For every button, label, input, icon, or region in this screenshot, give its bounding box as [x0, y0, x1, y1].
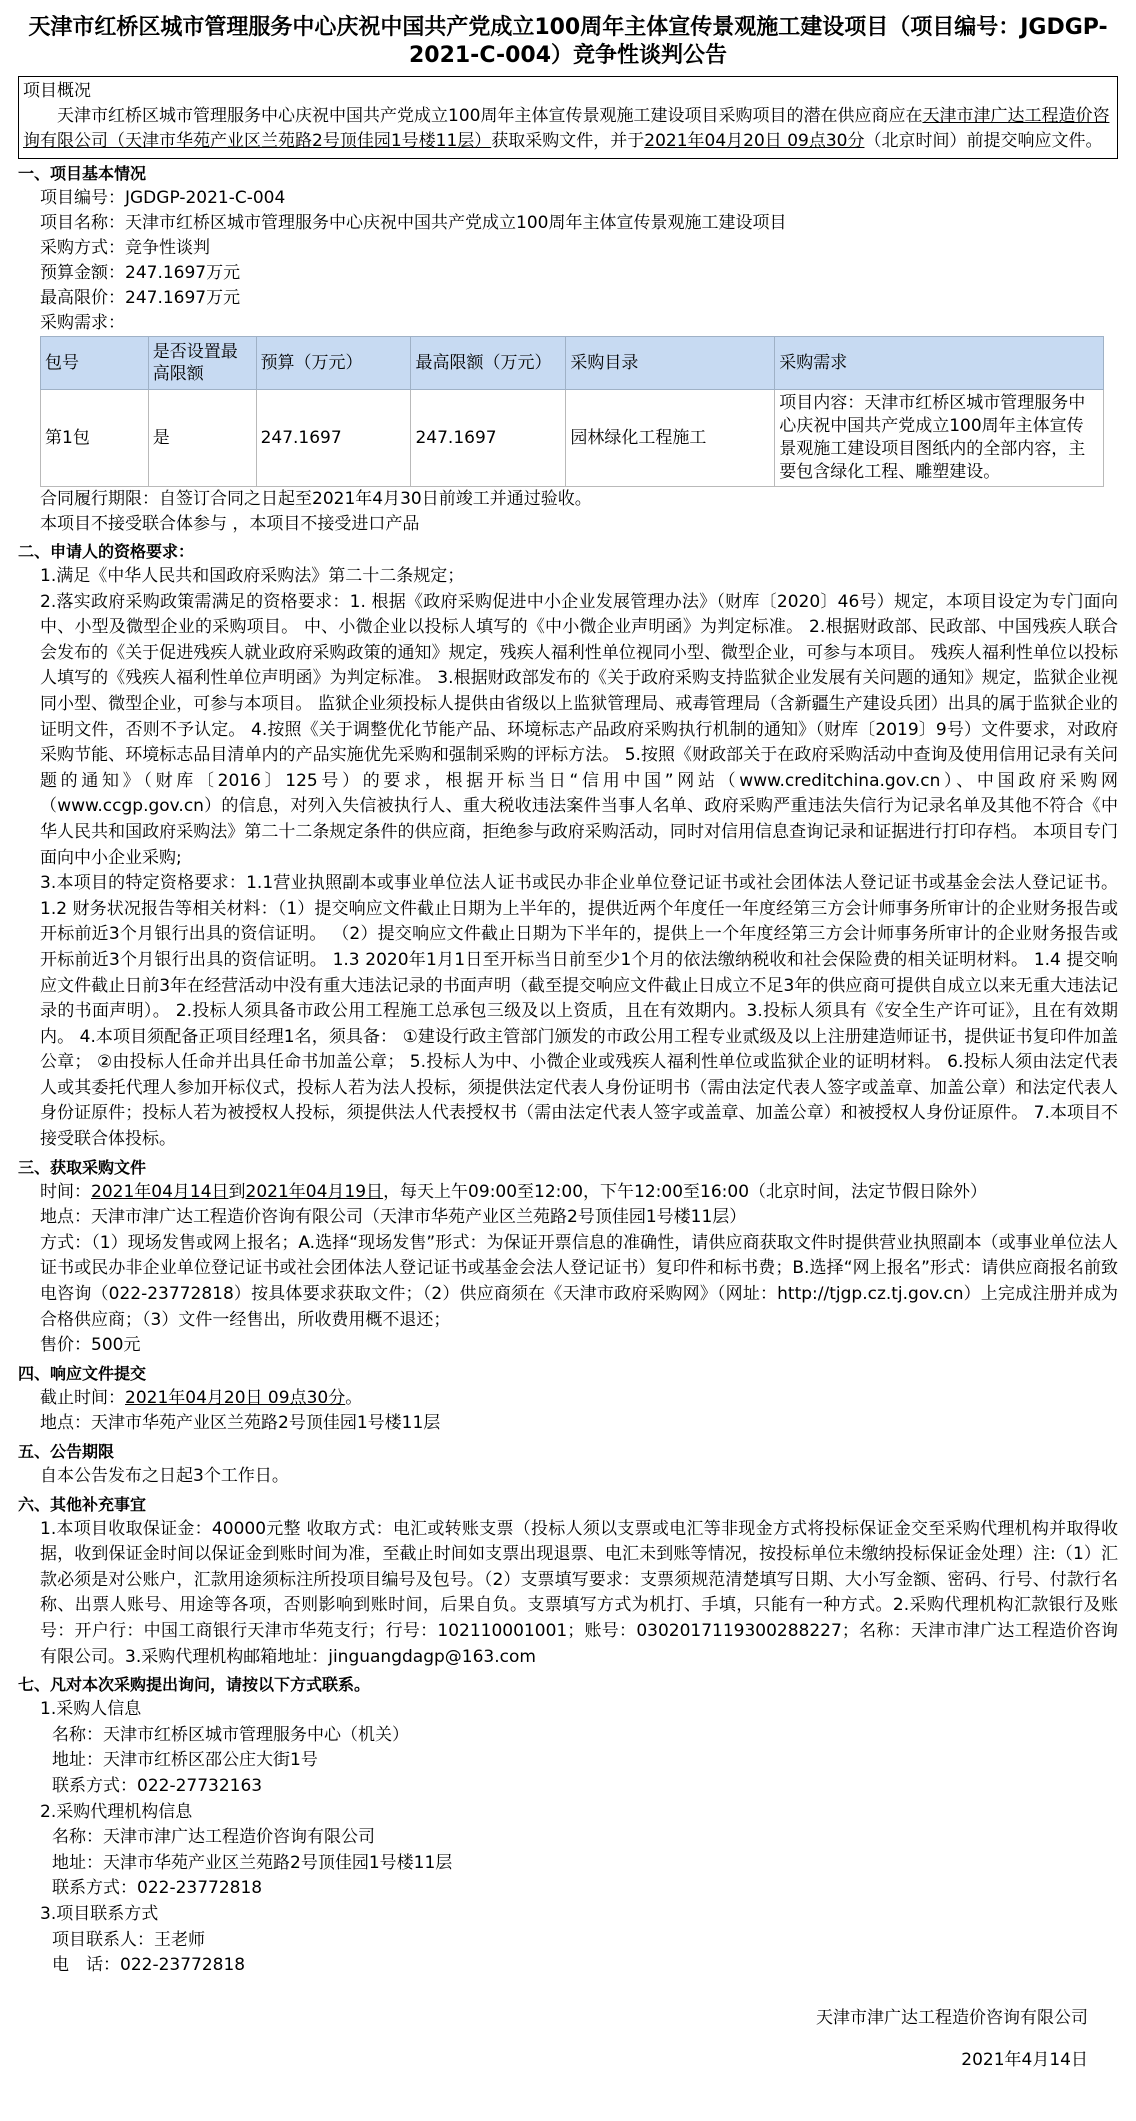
obtain-time-label: 时间： — [40, 1181, 91, 1202]
obtain-end-date: 2021年04月19日 — [245, 1181, 384, 1202]
obtain-start-date: 2021年04月14日 — [91, 1181, 229, 1202]
obtain-place: 地点：天津市津广达工程造价咨询有限公司（天津市华苑产业区兰苑路2号顶佳园1号楼11层） — [40, 1207, 747, 1228]
table-cell: 247.1697 — [411, 390, 566, 487]
page-title: 天津市红桥区城市管理服务中心庆祝中国共产党成立100周年主体宣传景观施工建设项目（项目编号：JGDGP-2021-C-004）竞争性谈判公告 — [28, 15, 1108, 68]
section-1-heading: 一、项目基本情况 — [18, 164, 147, 183]
submission-place: 地点：天津市华苑产业区兰苑路2号顶佳园1号楼11层 — [40, 1413, 441, 1434]
qualification-3: 3.本项目的特定资格要求：1.1营业执照副本或事业单位法人证书或民办非企业单位登记证书或社会团体法人登记证书或基金会法人登记证书。 1.2 财务状况报告等相关材料：（1）提交响应文件截止日期为上半年的，提供近两个年度任一年度经第三方会计师事务所审计的企业财务报告或开标前近3个月银行出具的资信证明。 （2）提交响应文件截止日期为下半年的，提供上一个年度经第三方会计师事务所审计的企业财务报告或开标前近3个月银行出具的资信证明。 1.3 2020年1月1日至开标当日前至少1个月的依法缴纳税收和社会保险费的相关证明材料。 1.4 提交响应文件截止日前3年在经营活动中没有重大违法记录的书面声明（截至提交响应文件截止日成立不足3年的供应商可提供自成立以来无重大违法记录的书面声明）。 2.投标人须具备市政公用工程施工总承包三级及以上资质，且在有效期内。3.投标人须具有《安全生产许可证》，且在有效期内。 4.本项目须配备正项目经理1名，须具备： ①建设行政主管部门颁发的市政公用工程专业贰级及以上注册建造师证书，提供证书复印件加盖公章； ②由投标人任命并出具任命书加盖公章； 5.投标人为中、小微企业或残疾人福利性单位或监狱企业的证明材料。 6.投标人须由法定代表人或其委托代理人参加开标仪式，投标人若为法人投标，须提供法定代表人身份证明书（需由法定代表人签字或盖章、加盖公章）和法定代表人身份证原件；投标人若为被授权人投标，须提供法人代表授权书（需由法定代表人签字或盖章、加盖公章）和被授权人身份证原件。 7.本项目不接受联合体投标。 — [40, 873, 1118, 1150]
table-header: 采购需求 — [775, 337, 1104, 390]
overview-obtain-location: 天津市津广达工程造价咨询有限公司（天津市华苑产业区兰苑路2号顶佳园1号楼11层） — [23, 106, 1110, 151]
supplementary-info: 1.本项目收取保证金：40000元整 收取方式：电汇或转账支票（投标人须以支票或电汇等非现金方式将投标保证金交至采购代理机构并取得收据，收到保证金时间以保证金到账时间为准，至截止时间如支票出现退票、电汇未到账等情况，按投标单位未缴纳投标保证金处理）注:（1）汇款必须是对公账户，汇款用途须标注所投项目编号及包号。（2）支票填写要求：支票须规范清楚填写日期、大小写金额、密码、行号、付款行名称、出票人账号、用途等各项，否则影响到账时间，后果自负。支票填写方式为机打、手填，只能有一种方式。2.采购代理机构汇款银行及账号：开户行：中国工商银行天津市华苑支行；行号：102110001001；账号：0302017119300288227；名称：天津市津广达工程造价咨询有限公司。3.采购代理机构邮箱地址：jinguangdagp@163.com — [40, 1518, 1118, 1667]
deadline-label: 截止时间： — [40, 1387, 125, 1408]
obtain-hours: ，每天上午09:00至12:00，下午12:00至16:00（北京时间，法定节假日除外） — [383, 1181, 988, 1202]
document-price: 售价：500元 — [40, 1335, 141, 1356]
table-cell: 第1包 — [41, 390, 149, 487]
contract-period: 合同履行期限：自签订合同之日起至2021年4月30日前竣工并通过验收。 — [40, 489, 592, 509]
section-5-heading: 五、公告期限 — [18, 1442, 115, 1461]
procurement-method: 采购方式：竞争性谈判 — [40, 238, 210, 258]
qualification-2: 2.落实政府采购政策需满足的资格要求：1. 根据《政府采购促进中小企业发展管理办法》（财库〔2020〕46号）规定，本项目设定为专门面向中、小型及微型企业的采购项目。 中、小微企业以投标人填写的《中小微企业声明函》为判定标准。 2.根据财政部、民政部、中国残疾人联合会发布的《关于促进残疾人就业政府采购政策的通知》规定，残疾人福利性单位视同小型、微型企业，可参与本项目。 残疾人福利性单位以投标人填写的《残疾人福利性单位声明函》为判定标准。 3.根据财政部发布的《关于政府采购支持监狱企业发展有关问题的通知》规定，监狱企业视同小型、微型企业，可参与本项目。 监狱企业须投标人提供由省级以上监狱管理局、戒毒管理局（含新疆生产建设兵团）出具的属于监狱企业的证明文件，否则不予认定。 4.按照《关于调整优化节能产品、环境标志产品政府采购执行机制的通知》（财库〔2019〕9号）文件要求，对政府采购节能、环境标志品目清单内的产品实施优先采购和强制采购的评标方法。 5.按照《财政部关于在政府采购活动中查询及使用信用记录有关问题的通知》（财库〔2016〕125号）的要求，根据开标当日“信用中国”网站（www.creditchina.gov.cn）、中国政府采购网（www.ccgp.gov.cn）的信息，对列入失信被执行人、重大税收违法案件当事人名单、政府采购严重违法失信行为记录名单及其他不符合《中华人民共和国政府采购法》第二十二条规定条件的供应商，拒绝参与政府采购活动，同时对信用信息查询记录和证据进行打印存档。 本项目专门面向中小企业采购; — [40, 591, 1118, 868]
table-cell: 园林绿化工程施工 — [566, 390, 775, 487]
budget-amount: 预算金额：247.1697万元 — [40, 263, 241, 283]
agent-title: 2.采购代理机构信息 — [40, 1801, 193, 1822]
obtain-way: 方式：（1）现场发售或网上报名；A.选择“现场发售”形式：为保证开票信息的准确性，请供应商获取文件时提供营业执照副本（或事业单位法人证书或民办非企业单位登记证书或社会团体法人登记证书或基金会法人登记证书）复印件和标书费；B.选择“网上报名”形式：请供应商报名前致电咨询（022-23772818）按具体要求获取文件；（2）供应商须在《天津市政府采购网》（网址：http://tjgp.cz.tj.gov.cn）上完成注册并成为合格供应商；（3）文件一经售出，所收费用概不退还； — [40, 1232, 1118, 1330]
table-header: 预算（万元） — [256, 337, 411, 390]
agent-name: 名称：天津市津广达工程造价咨询有限公司 — [52, 1827, 375, 1848]
contact-title: 3.项目联系方式 — [40, 1903, 159, 1924]
table-header: 最高限额（万元） — [411, 337, 566, 390]
obtain-time — [18, 1180, 1118, 1206]
overview-heading: 项目概况 — [23, 81, 91, 101]
submission-deadline — [18, 1386, 1118, 1412]
table-row — [41, 390, 1104, 487]
buyer-name: 名称：天津市红桥区城市管理服务中心（机关） — [52, 1724, 409, 1745]
overview-deadline: 2021年04月20日 09点30分 — [644, 131, 865, 151]
section-7-heading: 七、凡对本次采购提出询问，请按以下方式联系。 — [18, 1675, 371, 1695]
section-3-heading: 三、获取采购文件 — [18, 1157, 147, 1177]
consortium-note: 本项目不接受联合体参与 ，本项目不接受进口产品 — [40, 514, 420, 534]
buyer-title: 1.采购人信息 — [40, 1699, 142, 1720]
table-cell: 项目内容：天津市红桥区城市管理服务中心庆祝中国共产党成立100周年主体宣传景观施工建设项目图纸内的全部内容，主要包含绿化工程、雕塑建设。 — [775, 390, 1104, 487]
buyer-phone: 联系方式：022-27732163 — [52, 1775, 263, 1796]
signature-date: 2021年4月14日 — [961, 2049, 1088, 2070]
section-4-heading: 四、响应文件提交 — [18, 1363, 147, 1383]
overview-text-c: （北京时间）前提交响应文件。 — [864, 131, 1103, 151]
table-cell: 是 — [148, 390, 256, 487]
contact-person: 项目联系人：王老师 — [52, 1929, 205, 1950]
notice-period: 自本公告发布之日起3个工作日。 — [40, 1466, 289, 1486]
requirement-label: 采购需求： — [40, 313, 125, 333]
project-code: 项目编号：JGDGP-2021-C-004 — [40, 188, 286, 208]
overview-text-a: 天津市红桥区城市管理服务中心庆祝中国共产党成立100周年主体宣传景观施工建设项目采购项目的潜在供应商应在 — [57, 106, 923, 126]
overview-text — [23, 104, 1113, 154]
deadline-end: 。 — [345, 1387, 363, 1408]
section-6-heading: 六、其他补充事宜 — [18, 1494, 147, 1514]
overview-text-b: 获取采购文件，并于 — [491, 131, 645, 151]
project-overview-box — [18, 76, 1118, 159]
buyer-address: 地址：天津市红桥区邵公庄大街1号 — [52, 1750, 318, 1771]
qualification-1: 1.满足《中华人民共和国政府采购法》第二十二条规定； — [40, 566, 465, 586]
agent-phone: 联系方式：022-23772818 — [52, 1878, 263, 1899]
table-cell: 247.1697 — [256, 390, 411, 487]
deadline-value: 2021年04月20日 09点30分 — [125, 1387, 346, 1408]
contact-phone: 电 话：022-23772818 — [52, 1955, 246, 1976]
table-header: 是否设置最高限额 — [148, 337, 256, 390]
max-price: 最高限价：247.1697万元 — [40, 288, 241, 308]
section-2-heading: 二、申请人的资格要求： — [18, 542, 195, 561]
obtain-time-to: 到 — [228, 1181, 246, 1202]
announcement-page — [18, 0, 1118, 2073]
project-name: 项目名称：天津市红桥区城市管理服务中心庆祝中国共产党成立100周年主体宣传景观施工建设项目 — [40, 213, 787, 233]
table-header-row — [41, 337, 1104, 390]
agent-address: 地址：天津市华苑产业区兰苑路2号顶佳园1号楼11层 — [52, 1852, 453, 1873]
requirement-table — [40, 336, 1104, 487]
signature-org: 天津市津广达工程造价咨询有限公司 — [816, 2007, 1088, 2028]
table-header: 采购目录 — [566, 337, 775, 390]
table-header: 包号 — [41, 337, 149, 390]
